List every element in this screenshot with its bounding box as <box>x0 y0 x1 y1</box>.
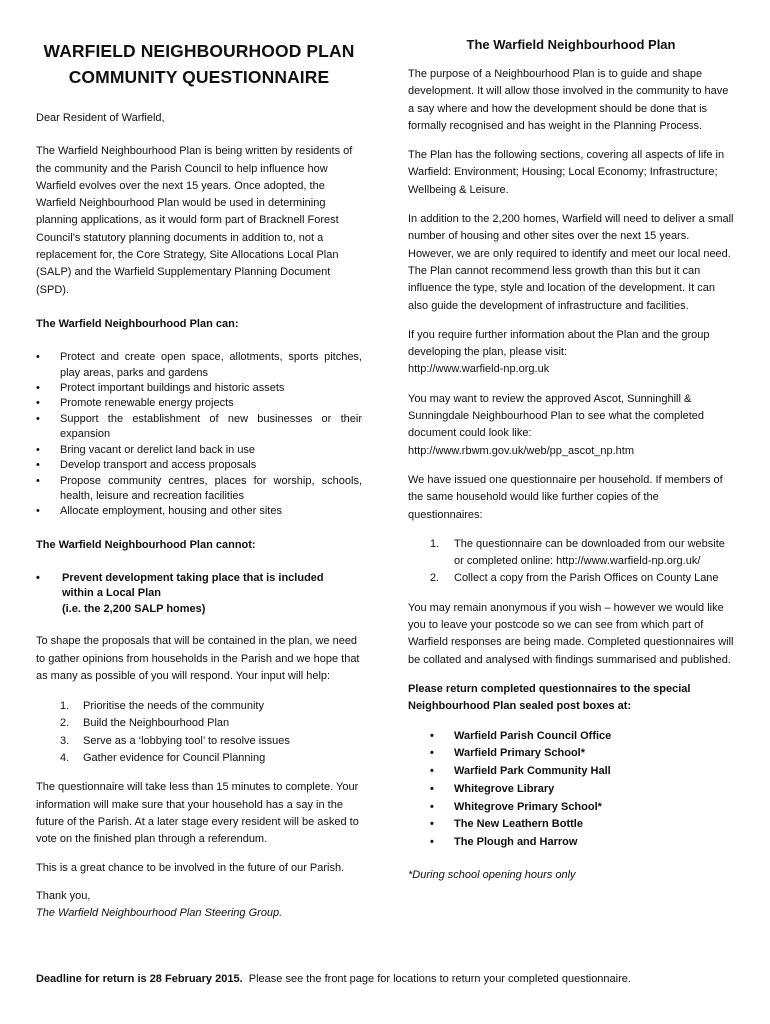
list-item: 1. The questionnaire can be downloaded from our website or completed online: http://www.warfield-np.org.uk/ <box>430 537 725 568</box>
bullet-icon: • <box>36 459 40 472</box>
shape-paragraph: To shape the proposals that will be contained in the plan, we need to gather opinions from households in the Parish and we hope that as many as possible of you will respond. Your input will help: <box>36 635 360 682</box>
bullet-icon: • <box>430 818 434 831</box>
document-title <box>36 38 362 90</box>
info-paragraph: If you require further information about the Plan and the group developing the plan, please visit: http://www.warfield-np.org.uk <box>408 328 710 376</box>
left-column <box>36 0 362 922</box>
return-heading: Please return completed questionnaires to the special Neighbourhood Plan sealed post boxes at: <box>408 682 691 713</box>
time-paragraph: The questionnaire will take less than 15 minutes to complete. Your information will make sure that your household has a say in the future of the Parish. At a later stage every resident will be asked to vote on the finished plan through a referendum. <box>36 781 359 846</box>
bullet-icon: • <box>36 397 40 410</box>
bullet-icon: • <box>430 800 434 813</box>
list-item: • Protect and create open space, allotments, sports pitches, play areas, parks and gardens <box>36 351 362 379</box>
list-item: • Propose community centres, places for worship, schools, health, leisure and recreation facilities <box>36 474 362 502</box>
bullet-icon: • <box>430 729 434 742</box>
bullet-icon: • <box>36 505 40 518</box>
deadline-text: Deadline for return is 28 February 2015. <box>36 973 243 985</box>
deadline-note: Please see the front page for locations to return your completed questionnaire. <box>248 973 631 985</box>
title-line-2: COMMUNITY QUESTIONNAIRE <box>68 67 330 87</box>
bullet-icon: • <box>36 443 40 456</box>
title-line-1: WARFIELD NEIGHBOURHOOD PLAN <box>43 41 355 61</box>
list-item: • Warfield Park Community Hall <box>430 763 734 781</box>
anonymous-paragraph: You may remain anonymous if you wish – however we would like you to leave your postcode so we can see from which part of Warfield responses are being made. Completed questionnaires will be collated and analysed with findings summarised and published. <box>408 601 734 666</box>
right-column <box>408 0 734 884</box>
list-item: • Protect important buildings and historic assets <box>36 381 362 396</box>
cannot-heading: The Warfield Neighbourhood Plan cannot: <box>36 538 256 551</box>
list-item: 3. Serve as a ‘lobbying tool’ to resolve issues <box>60 734 290 747</box>
bullet-icon: • <box>430 747 434 760</box>
list-item: • Allocate employment, housing and other sites <box>36 504 362 519</box>
review-paragraph: You may want to review the approved Ascot, Sunninghill & Sunningdale Neighbourhood Plan to see what the completed document could look like: http://www.rbwm.gov.uk/web/pp_ascot_np.htm <box>408 392 704 457</box>
purpose-paragraph: The purpose of a Neighbourhood Plan is to guide and shape development. It will allow those involved in the community to have a say where and how the development should be done that is formally recognised and has weight in the Planning Process. <box>408 68 729 132</box>
footer-deadline <box>36 971 756 987</box>
intro-paragraph: The Warfield Neighbourhood Plan is being written by residents of the community and the Parish Council to help influence how Warfield evolves over the next 15 years. Once adopted, the Warfield Neighbourhood Plan would be used in determining planning applications, as it would form part of Bracknell Forest Council’s statutory planning documents in addition to, not a replacement for, the Core Strategy, Site Allocations Local Plan (SALP) and the Warfield Supplementary Planning Document (SPD). <box>36 145 353 296</box>
chance-paragraph: This is a great chance to be involved in the future of our Parish. <box>36 861 345 874</box>
section-title: The Warfield Neighbourhood Plan <box>466 37 676 52</box>
list-item: 4. Gather evidence for Council Planning <box>60 752 266 765</box>
bullet-icon: • <box>430 782 434 795</box>
thanks-line: Thank you, <box>36 889 91 902</box>
review-link[interactable]: http://www.rbwm.gov.uk/web/pp_ascot_np.htm <box>408 444 635 457</box>
list-item: • Whitegrove Primary School* <box>430 799 734 817</box>
list-item: • Whitegrove Library <box>430 781 734 799</box>
issued-paragraph: We have issued one questionnaire per household. If members of the same household would like further copies of the questionnaires: <box>408 473 723 521</box>
bullet-icon: • <box>430 765 434 778</box>
homes-paragraph: In addition to the 2,200 homes, Warfield will need to deliver a small number of housing and other sites over the next 15 years. However, we are only required to identify and meet our local need. The Plan cannot recommend less growth than this but it can influence the type, style and location of the development. It can also guide the development of infrastructure and facilities. <box>408 213 734 312</box>
list-item: • Promote renewable energy projects <box>36 396 362 411</box>
location-list <box>430 728 734 853</box>
list-item: 1. Prioritise the needs of the community <box>60 700 264 713</box>
bullet-icon: • <box>430 836 434 849</box>
school-hours-note: *During school opening hours only <box>408 869 576 882</box>
bullet-icon: • <box>36 351 40 364</box>
signoff-line: The Warfield Neighbourhood Plan Steering Group. <box>36 907 283 920</box>
list-item: • Warfield Parish Council Office <box>430 728 734 746</box>
bullet-icon: • <box>36 382 40 395</box>
can-heading: The Warfield Neighbourhood Plan can: <box>36 317 239 330</box>
greeting: Dear Resident of Warfield, <box>36 112 165 124</box>
list-item: 2. Collect a copy from the Parish Offices on County Lane <box>430 572 719 585</box>
list-item: • The New Leathern Bottle <box>430 816 734 834</box>
list-item: • Prevent development taking place that is included within a Local Plan (i.e. the 2,200 SALP homes) <box>36 572 324 615</box>
bullet-icon: • <box>36 572 40 585</box>
list-item: • The Plough and Harrow <box>430 834 734 852</box>
bullet-icon: • <box>36 412 40 425</box>
bullet-icon: • <box>36 474 40 487</box>
copy-list <box>430 536 734 588</box>
list-item: 2. Build the Neighbourhood Plan <box>60 717 230 730</box>
sections-paragraph: The Plan has the following sections, covering all aspects of life in Warfield: Environment; Housing; Local Economy; Infrastructure; Wellbeing & Leisure. <box>408 149 725 196</box>
list-item: • Warfield Primary School* <box>430 745 734 763</box>
list-item: • Support the establishment of new businesses or their expansion <box>36 412 362 441</box>
info-link[interactable]: http://www.warfield-np.org.uk <box>408 363 550 376</box>
list-item: • Develop transport and access proposals <box>36 458 362 473</box>
help-list <box>60 698 362 767</box>
can-list <box>36 350 362 519</box>
cannot-list <box>36 571 362 617</box>
list-item: • Bring vacant or derelict land back in use <box>36 443 362 458</box>
